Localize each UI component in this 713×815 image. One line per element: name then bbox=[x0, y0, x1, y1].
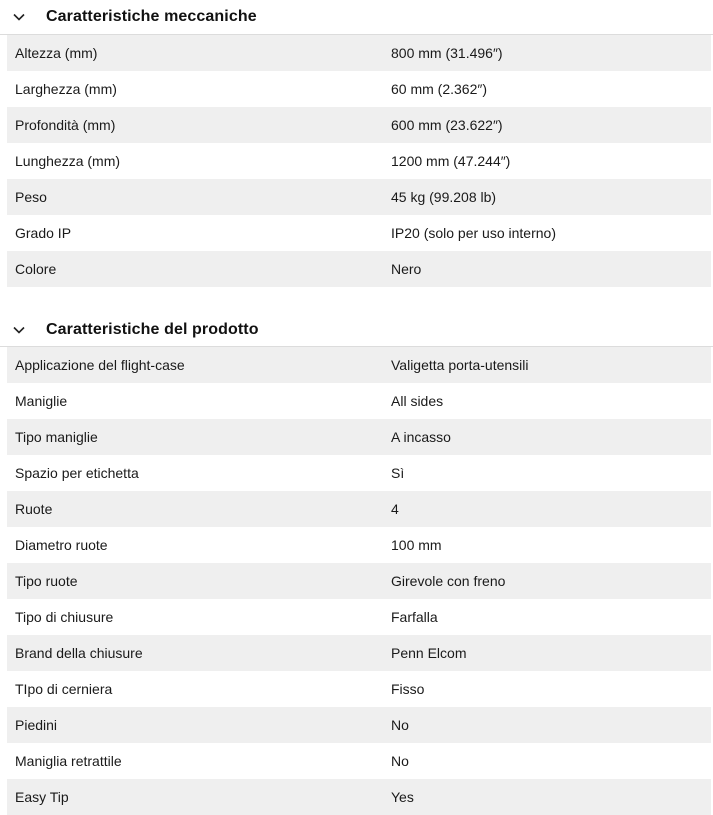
spec-label: Altezza (mm) bbox=[15, 45, 98, 61]
spec-value: No bbox=[391, 753, 409, 769]
spec-label: Lunghezza (mm) bbox=[15, 153, 121, 169]
spec-label: Tipo maniglie bbox=[15, 429, 98, 445]
section-spacer bbox=[0, 287, 713, 313]
spec-table-mechanical bbox=[7, 35, 711, 287]
table-row bbox=[7, 779, 711, 815]
table-row bbox=[7, 383, 711, 419]
spec-label: Applicazione del flight-case bbox=[15, 357, 185, 373]
spec-value: Sì bbox=[391, 465, 405, 481]
table-row bbox=[7, 35, 711, 71]
spec-value: Fisso bbox=[391, 681, 425, 697]
spec-value: Farfalla bbox=[391, 609, 438, 625]
spec-label: Spazio per etichetta bbox=[15, 465, 139, 481]
chevron-down-icon bbox=[12, 323, 26, 337]
section-title: Caratteristiche meccaniche bbox=[46, 8, 257, 25]
spec-label: Profondità (mm) bbox=[15, 117, 116, 133]
spec-label: Easy Tip bbox=[15, 789, 69, 805]
spec-label: TIpo di cerniera bbox=[15, 681, 113, 697]
table-row bbox=[7, 419, 711, 455]
spec-label: Larghezza (mm) bbox=[15, 81, 117, 97]
spec-label: Brand della chiusure bbox=[15, 645, 143, 661]
spec-label: Tipo di chiusure bbox=[15, 609, 114, 625]
spec-value: Nero bbox=[391, 261, 422, 277]
spec-value: 100 mm bbox=[391, 537, 442, 553]
table-row bbox=[7, 179, 711, 215]
spec-value: All sides bbox=[391, 393, 444, 409]
section-header-product[interactable] bbox=[0, 313, 713, 347]
spec-label: Ruote bbox=[15, 501, 53, 517]
spec-value: IP20 (solo per uso interno) bbox=[391, 225, 556, 241]
spec-label: Tipo ruote bbox=[15, 573, 78, 589]
table-row bbox=[7, 107, 711, 143]
spec-label: Maniglia retrattile bbox=[15, 753, 122, 769]
spec-label: Peso bbox=[15, 189, 47, 205]
spec-label: Grado IP bbox=[15, 225, 72, 241]
chevron-down-icon bbox=[12, 10, 26, 24]
table-row bbox=[7, 527, 711, 563]
spec-value: 4 bbox=[391, 501, 399, 517]
spec-value: Penn Elcom bbox=[391, 645, 467, 661]
table-row bbox=[7, 599, 711, 635]
table-row bbox=[7, 635, 711, 671]
table-row bbox=[7, 491, 711, 527]
spec-value: Girevole con freno bbox=[391, 573, 506, 589]
spec-label: Diametro ruote bbox=[15, 537, 108, 553]
table-row bbox=[7, 347, 711, 383]
table-row bbox=[7, 563, 711, 599]
spec-label: Piedini bbox=[15, 717, 58, 733]
spec-value: 600 mm (23.622″) bbox=[391, 117, 503, 133]
spec-table-product bbox=[7, 347, 711, 815]
spec-value: A incasso bbox=[391, 429, 451, 445]
spec-value: No bbox=[391, 717, 409, 733]
spec-label: Colore bbox=[15, 261, 57, 277]
spec-value: Yes bbox=[391, 789, 414, 805]
spec-value: 800 mm (31.496″) bbox=[391, 45, 503, 61]
spec-value: 1200 mm (47.244″) bbox=[391, 153, 511, 169]
spec-value: 60 mm (2.362″) bbox=[391, 81, 487, 97]
table-row bbox=[7, 743, 711, 779]
table-row bbox=[7, 671, 711, 707]
section-title: Caratteristiche del prodotto bbox=[46, 320, 259, 338]
section-header-mechanical[interactable] bbox=[0, 0, 713, 35]
table-row bbox=[7, 215, 711, 251]
table-row bbox=[7, 71, 711, 107]
table-row bbox=[7, 707, 711, 743]
table-row bbox=[7, 143, 711, 179]
spec-value: 45 kg (99.208 lb) bbox=[391, 189, 497, 205]
table-row bbox=[7, 251, 711, 287]
spec-value: Valigetta porta-utensili bbox=[391, 357, 529, 373]
table-row bbox=[7, 455, 711, 491]
spec-label: Maniglie bbox=[15, 393, 68, 409]
